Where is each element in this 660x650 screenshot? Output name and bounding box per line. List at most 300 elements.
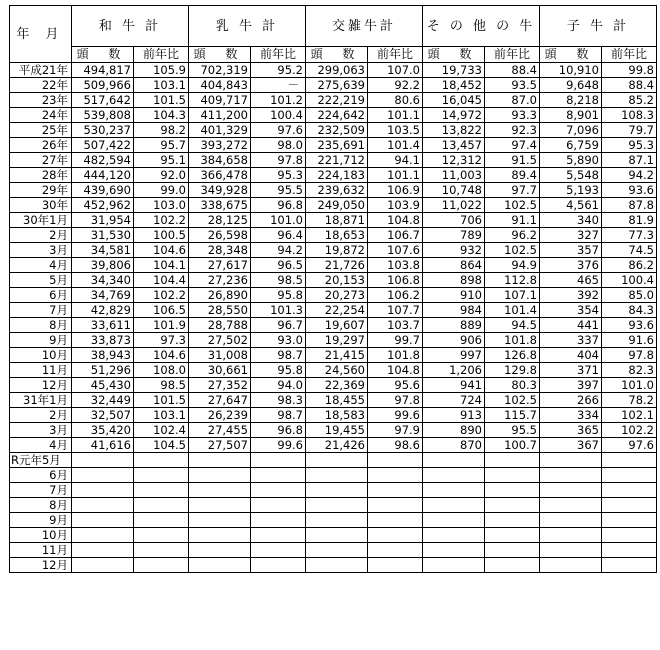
yoy-ratio-cell: 101.0: [251, 213, 306, 228]
yoy-ratio-cell: 104.8: [368, 363, 423, 378]
yoy-ratio-cell: 95.2: [251, 63, 306, 78]
head-count-cell: 266: [540, 393, 602, 408]
yoy-ratio-cell: [134, 498, 189, 513]
yoy-ratio-cell: 97.8: [602, 348, 657, 363]
row-label: 3月: [10, 243, 72, 258]
head-count-cell: [72, 468, 134, 483]
head-count-cell: 4,561: [540, 198, 602, 213]
head-count-cell: [540, 558, 602, 573]
head-count-cell: 20,153: [306, 273, 368, 288]
head-count-cell: 11,003: [423, 168, 485, 183]
yoy-ratio-cell: [251, 453, 306, 468]
year-month-header: 年 月: [10, 6, 72, 63]
yoy-ratio-cell: 88.4: [485, 63, 540, 78]
table-row: [10, 153, 657, 168]
head-count-cell: 27,352: [189, 378, 251, 393]
table-row: [10, 63, 657, 78]
head-count-cell: [306, 498, 368, 513]
yoy-ratio-cell: 100.5: [134, 228, 189, 243]
row-label: 26年: [10, 138, 72, 153]
head-count-cell: [540, 468, 602, 483]
yoy-ratio-cell: [251, 558, 306, 573]
row-label: 24年: [10, 108, 72, 123]
row-label: 6月: [10, 288, 72, 303]
table-row: [10, 138, 657, 153]
head-count-cell: 19,455: [306, 423, 368, 438]
row-label: 12月: [10, 558, 72, 573]
yoy-ratio-cell: [602, 513, 657, 528]
table-row: [10, 438, 657, 453]
yoy-ratio-cell: 95.5: [485, 423, 540, 438]
header-sub-row: [10, 47, 657, 63]
table-row: [10, 333, 657, 348]
head-count-cell: [72, 498, 134, 513]
head-count-header: 頭 数: [540, 47, 602, 63]
head-count-cell: 18,653: [306, 228, 368, 243]
yoy-ratio-cell: 77.3: [602, 228, 657, 243]
yoy-ratio-cell: 102.5: [485, 243, 540, 258]
head-count-cell: 249,050: [306, 198, 368, 213]
head-count-cell: 28,125: [189, 213, 251, 228]
yoy-ratio-cell: 106.5: [134, 303, 189, 318]
yoy-ratio-cell: 86.2: [602, 258, 657, 273]
head-count-cell: 367: [540, 438, 602, 453]
head-count-header: 頭 数: [189, 47, 251, 63]
yoy-ratio-cell: [134, 468, 189, 483]
head-count-cell: 334: [540, 408, 602, 423]
head-count-cell: 222,219: [306, 93, 368, 108]
head-count-cell: 439,690: [72, 183, 134, 198]
yoy-ratio-cell: 101.1: [368, 168, 423, 183]
head-count-cell: [423, 483, 485, 498]
head-count-cell: 26,239: [189, 408, 251, 423]
yoy-ratio-cell: 112.8: [485, 273, 540, 288]
yoy-ratio-cell: 85.0: [602, 288, 657, 303]
yoy-ratio-header: 前年比: [368, 47, 423, 63]
row-label: 11月: [10, 543, 72, 558]
yoy-ratio-cell: 96.2: [485, 228, 540, 243]
head-count-cell: 941: [423, 378, 485, 393]
yoy-ratio-cell: 104.5: [134, 438, 189, 453]
head-count-cell: [72, 483, 134, 498]
row-label: 9月: [10, 513, 72, 528]
head-count-cell: 517,642: [72, 93, 134, 108]
yoy-ratio-cell: 92.2: [368, 78, 423, 93]
yoy-ratio-cell: 92.3: [485, 123, 540, 138]
yoy-ratio-cell: 107.6: [368, 243, 423, 258]
head-count-cell: 26,598: [189, 228, 251, 243]
yoy-ratio-cell: 98.7: [251, 348, 306, 363]
head-count-cell: 31,530: [72, 228, 134, 243]
head-count-cell: 32,449: [72, 393, 134, 408]
yoy-ratio-cell: [602, 483, 657, 498]
yoy-ratio-cell: 96.5: [251, 258, 306, 273]
head-count-cell: 444,120: [72, 168, 134, 183]
head-count-cell: 338,675: [189, 198, 251, 213]
head-count-cell: 275,639: [306, 78, 368, 93]
yoy-ratio-cell: [134, 558, 189, 573]
yoy-ratio-cell: 101.2: [251, 93, 306, 108]
head-count-cell: [306, 453, 368, 468]
head-count-cell: 910: [423, 288, 485, 303]
head-count-cell: 507,422: [72, 138, 134, 153]
head-count-cell: 221,712: [306, 153, 368, 168]
row-label: 10月: [10, 348, 72, 363]
head-count-cell: 870: [423, 438, 485, 453]
crossbred-header: 交雑牛計: [306, 6, 423, 47]
head-count-cell: 235,691: [306, 138, 368, 153]
yoy-ratio-cell: [485, 453, 540, 468]
head-count-cell: 530,237: [72, 123, 134, 138]
head-count-cell: 19,607: [306, 318, 368, 333]
yoy-ratio-cell: 98.0: [251, 138, 306, 153]
yoy-ratio-cell: [251, 498, 306, 513]
yoy-ratio-cell: 95.5: [251, 183, 306, 198]
yoy-ratio-cell: 104.8: [368, 213, 423, 228]
head-count-cell: 299,063: [306, 63, 368, 78]
yoy-ratio-cell: [602, 543, 657, 558]
yoy-ratio-cell: 102.1: [602, 408, 657, 423]
yoy-ratio-cell: 101.9: [134, 318, 189, 333]
yoy-ratio-cell: 101.0: [602, 378, 657, 393]
yoy-ratio-cell: 98.3: [251, 393, 306, 408]
yoy-ratio-cell: 104.3: [134, 108, 189, 123]
head-count-cell: 404,843: [189, 78, 251, 93]
head-count-cell: 906: [423, 333, 485, 348]
head-count-cell: 354: [540, 303, 602, 318]
yoy-ratio-cell: 95.6: [368, 378, 423, 393]
head-count-cell: 30,661: [189, 363, 251, 378]
yoy-ratio-cell: 97.9: [368, 423, 423, 438]
row-label: 3月: [10, 423, 72, 438]
head-count-cell: 35,420: [72, 423, 134, 438]
yoy-ratio-cell: [368, 513, 423, 528]
table-row: [10, 213, 657, 228]
row-label: 31年1月: [10, 393, 72, 408]
head-count-cell: 365: [540, 423, 602, 438]
table-row: [10, 558, 657, 573]
yoy-ratio-cell: 104.6: [134, 243, 189, 258]
yoy-ratio-cell: 103.7: [368, 318, 423, 333]
yoy-ratio-cell: 95.1: [134, 153, 189, 168]
yoy-ratio-cell: 97.3: [134, 333, 189, 348]
head-count-cell: [306, 468, 368, 483]
table-row: [10, 513, 657, 528]
row-label: 7月: [10, 303, 72, 318]
head-count-cell: 28,550: [189, 303, 251, 318]
head-count-cell: [189, 543, 251, 558]
head-count-cell: [540, 528, 602, 543]
table-row: [10, 93, 657, 108]
head-count-cell: 12,312: [423, 153, 485, 168]
yoy-ratio-cell: 99.7: [368, 333, 423, 348]
yoy-ratio-cell: 103.1: [134, 408, 189, 423]
head-count-cell: [189, 528, 251, 543]
row-label: 30年: [10, 198, 72, 213]
yoy-ratio-cell: 80.6: [368, 93, 423, 108]
head-count-cell: [306, 528, 368, 543]
head-count-cell: 10,748: [423, 183, 485, 198]
table-row: [10, 378, 657, 393]
yoy-ratio-cell: 98.2: [134, 123, 189, 138]
yoy-ratio-cell: 101.4: [485, 303, 540, 318]
table-row: [10, 273, 657, 288]
yoy-ratio-cell: 103.8: [368, 258, 423, 273]
yoy-ratio-cell: [251, 528, 306, 543]
head-count-cell: [423, 498, 485, 513]
yoy-ratio-cell: 82.3: [602, 363, 657, 378]
head-count-cell: 27,647: [189, 393, 251, 408]
head-count-cell: 349,928: [189, 183, 251, 198]
yoy-ratio-cell: 93.6: [602, 318, 657, 333]
yoy-ratio-cell: 94.2: [602, 168, 657, 183]
yoy-ratio-cell: －: [251, 78, 306, 93]
table-row: [10, 363, 657, 378]
table-row: [10, 288, 657, 303]
yoy-ratio-cell: 106.2: [368, 288, 423, 303]
yoy-ratio-cell: 95.7: [134, 138, 189, 153]
head-count-cell: 239,632: [306, 183, 368, 198]
head-count-cell: [72, 453, 134, 468]
table-row: [10, 198, 657, 213]
yoy-ratio-cell: 94.1: [368, 153, 423, 168]
head-count-cell: 10,910: [540, 63, 602, 78]
row-label: 8月: [10, 318, 72, 333]
head-count-cell: 8,901: [540, 108, 602, 123]
yoy-ratio-cell: 99.6: [251, 438, 306, 453]
yoy-ratio-cell: [368, 453, 423, 468]
yoy-ratio-cell: 96.8: [251, 198, 306, 213]
yoy-ratio-cell: 93.5: [485, 78, 540, 93]
yoy-ratio-cell: 98.5: [251, 273, 306, 288]
head-count-cell: 366,478: [189, 168, 251, 183]
yoy-ratio-cell: [368, 483, 423, 498]
yoy-ratio-cell: 129.8: [485, 363, 540, 378]
yoy-ratio-cell: [485, 513, 540, 528]
yoy-ratio-cell: 98.7: [251, 408, 306, 423]
yoy-ratio-cell: 103.1: [134, 78, 189, 93]
yoy-ratio-cell: 108.3: [602, 108, 657, 123]
table-row: [10, 348, 657, 363]
yoy-ratio-cell: 94.9: [485, 258, 540, 273]
calf-header: 子 牛 計: [540, 6, 657, 47]
yoy-ratio-cell: [485, 468, 540, 483]
head-count-cell: [540, 483, 602, 498]
yoy-ratio-header: 前年比: [134, 47, 189, 63]
yoy-ratio-cell: 95.8: [251, 363, 306, 378]
row-label: 28年: [10, 168, 72, 183]
row-label: 6月: [10, 468, 72, 483]
yoy-ratio-cell: [134, 453, 189, 468]
head-count-cell: 392: [540, 288, 602, 303]
yoy-ratio-cell: 95.3: [602, 138, 657, 153]
row-label: 12月: [10, 378, 72, 393]
head-count-cell: [72, 558, 134, 573]
yoy-ratio-header: 前年比: [485, 47, 540, 63]
yoy-ratio-cell: [485, 528, 540, 543]
yoy-ratio-cell: 108.0: [134, 363, 189, 378]
table-row: [10, 228, 657, 243]
head-count-cell: [423, 468, 485, 483]
table-row: [10, 318, 657, 333]
yoy-ratio-cell: 97.8: [251, 153, 306, 168]
yoy-ratio-cell: 93.6: [602, 183, 657, 198]
yoy-ratio-cell: 87.8: [602, 198, 657, 213]
yoy-ratio-cell: 74.5: [602, 243, 657, 258]
head-count-cell: 27,236: [189, 273, 251, 288]
yoy-ratio-cell: 101.5: [134, 93, 189, 108]
head-count-cell: 898: [423, 273, 485, 288]
yoy-ratio-cell: [251, 483, 306, 498]
head-count-cell: 26,890: [189, 288, 251, 303]
head-count-cell: 34,769: [72, 288, 134, 303]
yoy-ratio-header: 前年比: [602, 47, 657, 63]
table-row: [10, 453, 657, 468]
head-count-cell: [423, 528, 485, 543]
head-count-header: 頭 数: [423, 47, 485, 63]
head-count-cell: 19,733: [423, 63, 485, 78]
head-count-cell: 441: [540, 318, 602, 333]
head-count-cell: 45,430: [72, 378, 134, 393]
yoy-ratio-cell: [251, 513, 306, 528]
yoy-ratio-cell: 103.0: [134, 198, 189, 213]
head-count-cell: [540, 513, 602, 528]
head-count-cell: 34,581: [72, 243, 134, 258]
yoy-ratio-cell: 99.0: [134, 183, 189, 198]
yoy-ratio-cell: [134, 513, 189, 528]
row-label: 11月: [10, 363, 72, 378]
head-count-cell: 409,717: [189, 93, 251, 108]
row-label: 平成21年: [10, 63, 72, 78]
table-row: [10, 168, 657, 183]
head-count-cell: 340: [540, 213, 602, 228]
row-label: 30年1月: [10, 213, 72, 228]
row-label: 2月: [10, 408, 72, 423]
table-row: [10, 423, 657, 438]
head-count-cell: 789: [423, 228, 485, 243]
head-count-cell: 232,509: [306, 123, 368, 138]
head-count-cell: 890: [423, 423, 485, 438]
yoy-ratio-cell: [368, 528, 423, 543]
yoy-ratio-cell: 80.3: [485, 378, 540, 393]
head-count-cell: 27,502: [189, 333, 251, 348]
head-count-cell: 397: [540, 378, 602, 393]
head-count-cell: [306, 513, 368, 528]
head-count-cell: 18,871: [306, 213, 368, 228]
head-count-cell: 22,254: [306, 303, 368, 318]
yoy-ratio-cell: 102.2: [134, 213, 189, 228]
head-count-cell: 19,297: [306, 333, 368, 348]
head-count-cell: [189, 558, 251, 573]
yoy-ratio-cell: [368, 498, 423, 513]
yoy-ratio-cell: 98.6: [368, 438, 423, 453]
yoy-ratio-cell: 101.8: [485, 333, 540, 348]
yoy-ratio-cell: 98.5: [134, 378, 189, 393]
table-row: [10, 258, 657, 273]
yoy-ratio-cell: 97.8: [368, 393, 423, 408]
yoy-ratio-cell: 92.0: [134, 168, 189, 183]
yoy-ratio-cell: 96.4: [251, 228, 306, 243]
yoy-ratio-cell: 103.9: [368, 198, 423, 213]
table-row: [10, 183, 657, 198]
yoy-ratio-header: 前年比: [251, 47, 306, 63]
head-count-cell: 7,096: [540, 123, 602, 138]
yoy-ratio-cell: [485, 558, 540, 573]
head-count-cell: 997: [423, 348, 485, 363]
head-count-cell: 21,426: [306, 438, 368, 453]
yoy-ratio-cell: 95.8: [251, 288, 306, 303]
head-count-cell: 404: [540, 348, 602, 363]
yoy-ratio-cell: 115.7: [485, 408, 540, 423]
yoy-ratio-cell: [134, 483, 189, 498]
yoy-ratio-cell: 78.2: [602, 393, 657, 408]
yoy-ratio-cell: 101.4: [368, 138, 423, 153]
head-count-cell: 932: [423, 243, 485, 258]
yoy-ratio-cell: 94.0: [251, 378, 306, 393]
yoy-ratio-cell: 99.6: [368, 408, 423, 423]
yoy-ratio-cell: [485, 483, 540, 498]
yoy-ratio-cell: [485, 543, 540, 558]
head-count-cell: 27,507: [189, 438, 251, 453]
head-count-cell: [72, 543, 134, 558]
yoy-ratio-cell: 107.0: [368, 63, 423, 78]
yoy-ratio-cell: 107.7: [368, 303, 423, 318]
yoy-ratio-cell: 107.1: [485, 288, 540, 303]
head-count-cell: 51,296: [72, 363, 134, 378]
yoy-ratio-cell: 91.1: [485, 213, 540, 228]
head-count-cell: 18,452: [423, 78, 485, 93]
yoy-ratio-cell: [368, 543, 423, 558]
yoy-ratio-cell: 104.1: [134, 258, 189, 273]
row-label: 27年: [10, 153, 72, 168]
head-count-cell: 5,890: [540, 153, 602, 168]
yoy-ratio-cell: 96.8: [251, 423, 306, 438]
head-count-cell: 376: [540, 258, 602, 273]
yoy-ratio-cell: 106.8: [368, 273, 423, 288]
head-count-cell: [306, 558, 368, 573]
head-count-cell: 724: [423, 393, 485, 408]
yoy-ratio-cell: 101.1: [368, 108, 423, 123]
head-count-cell: 42,829: [72, 303, 134, 318]
yoy-ratio-cell: 106.7: [368, 228, 423, 243]
row-label: 29年: [10, 183, 72, 198]
head-count-cell: 33,611: [72, 318, 134, 333]
yoy-ratio-cell: 88.4: [602, 78, 657, 93]
head-count-cell: 384,658: [189, 153, 251, 168]
head-count-cell: 539,808: [72, 108, 134, 123]
head-count-cell: 20,273: [306, 288, 368, 303]
head-count-cell: 38,943: [72, 348, 134, 363]
head-count-cell: 5,193: [540, 183, 602, 198]
head-count-cell: [540, 453, 602, 468]
table-row: [10, 78, 657, 93]
row-label: 4月: [10, 438, 72, 453]
head-count-cell: 889: [423, 318, 485, 333]
other-cattle-header: そ の 他 の 牛: [423, 6, 540, 47]
row-label: 7月: [10, 483, 72, 498]
yoy-ratio-cell: [251, 468, 306, 483]
row-label: 23年: [10, 93, 72, 108]
head-count-cell: 337: [540, 333, 602, 348]
head-count-cell: [423, 513, 485, 528]
table-row: [10, 303, 657, 318]
head-count-cell: 224,183: [306, 168, 368, 183]
head-count-cell: 27,617: [189, 258, 251, 273]
head-count-cell: 706: [423, 213, 485, 228]
yoy-ratio-cell: 89.4: [485, 168, 540, 183]
head-count-cell: 1,206: [423, 363, 485, 378]
head-count-cell: 357: [540, 243, 602, 258]
